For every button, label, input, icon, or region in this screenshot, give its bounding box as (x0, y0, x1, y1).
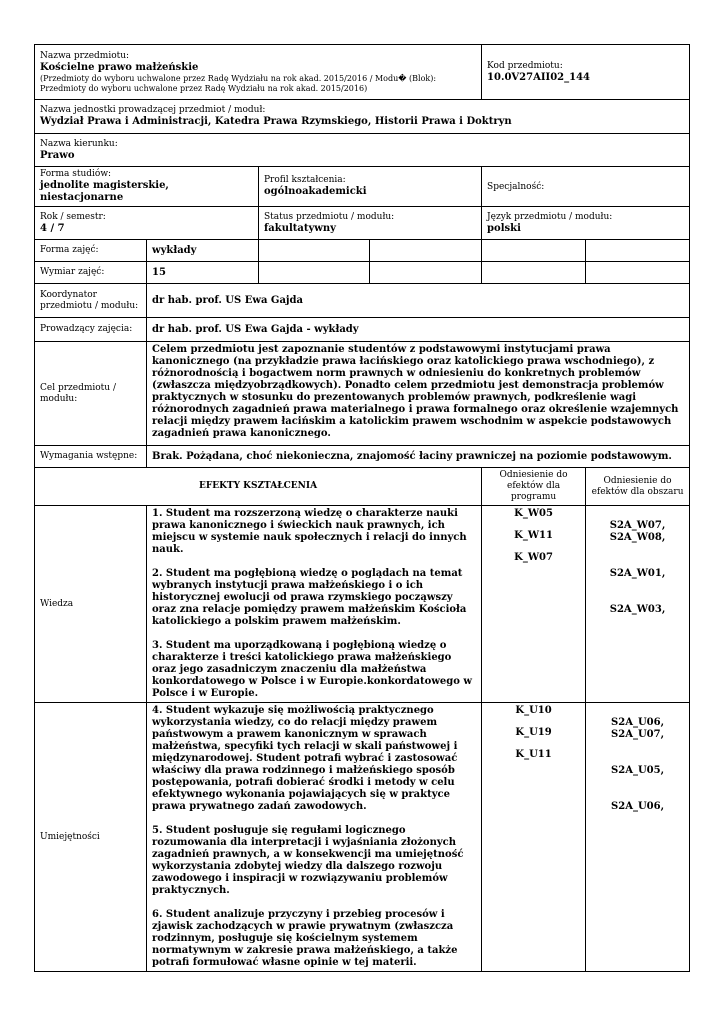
coordinator-row (35, 284, 690, 318)
area-ref: S2A_W01, (609, 568, 666, 579)
goal-label: Cel przedmiotu / modułu: (35, 342, 147, 446)
study-row (35, 167, 690, 207)
effects-title: EFEKTY KSZTAŁCENIA (35, 468, 482, 506)
skills-effects (147, 703, 482, 972)
effect-item: 1. Student ma rozszerzoną wiedzę o charakterze nauki prawa kanonicznego i świeckich nauk prawnych, ich miejscu w systemie nauk społecznych i relacji do innych nauk. (152, 508, 467, 555)
teacher-value: dr hab. prof. US Ewa Gajda - wykłady (147, 318, 690, 342)
course-code-label: Kod przedmiotu: (487, 60, 563, 71)
goal-row (35, 342, 690, 446)
knowledge-effects (147, 506, 482, 703)
area-ref: S2A_U05, (611, 765, 665, 776)
effect-item: 5. Student posługuje się regułami logicznego rozumowania dla interpretacji i wyjaśniania złożonych zagadnień prawnych, a w konsekwencji ma umiejętność wykorzystania zdobytej wiedzy dla dalszego rozwoju zawodowego i inspiracji w rozwiązywaniu problemów praktycznych. (152, 825, 464, 896)
teacher-row (35, 318, 690, 342)
knowledge-area-refs (586, 506, 690, 703)
language-value: polski (487, 222, 521, 234)
specialty-label: Specjalność: (487, 181, 545, 192)
program-ref-header: Odniesienie do efektów dla programu (482, 468, 586, 506)
course-code-cell (482, 45, 690, 100)
empty-cell (370, 262, 482, 284)
empty-cell (259, 262, 370, 284)
syllabus-table (34, 44, 690, 972)
specialty-cell (482, 167, 690, 207)
effect-item: 3. Student ma uporządkowaną i pogłębioną wiedzę o charakterze i treści katolickiego prawa małżeńskiego oraz jego zasadniczym znaczeniu dla małżeństwa konkordatowego w Polsce i w Europie.konkordatowego w Polsce i w Europie. (152, 640, 473, 699)
class-hours-value: 15 (147, 262, 259, 284)
area-ref-header: Odniesienie do efektów dla obszaru (586, 468, 690, 506)
course-name-label: Nazwa przedmiotu: (40, 50, 130, 61)
status-label: Status przedmiotu / modułu: (264, 211, 395, 222)
year-row (35, 207, 690, 240)
class-hours-row (35, 262, 690, 284)
class-form-label: Forma zajęć: (35, 240, 147, 262)
program-ref: K_U10 (515, 705, 552, 716)
class-form-row (35, 240, 690, 262)
knowledge-program-refs (482, 506, 586, 703)
unit-label: Nazwa jednostki prowadzącej przedmiot / moduł: (40, 105, 266, 115)
course-note: (Przedmioty do wyboru uchwalone przez Radę Wydziału na rok akad. 2015/2016 / Modu� (Blok): Przedmioty do wyboru uchwalone przez Radę Wydziału na rok akad. 2015/2016) (40, 73, 437, 93)
unit-row (35, 100, 690, 134)
profile-label: Profil kształcenia: (264, 175, 346, 185)
field-label: Nazwa kierunku: (40, 138, 118, 149)
course-code: 10.0V27AII02_144 (487, 71, 590, 83)
program-ref: K_W05 (514, 508, 553, 519)
profile-value: ogólnoakademicki (264, 186, 367, 197)
program-ref: K_U11 (515, 749, 552, 760)
study-form-label: Forma studiów: (40, 169, 112, 179)
knowledge-label: Wiedza (35, 506, 147, 703)
year-cell (35, 207, 259, 240)
unit-cell (35, 100, 690, 134)
study-form: jednolite magisterskie, niestacjonarne (40, 180, 169, 203)
year-value: 4 / 7 (40, 222, 65, 234)
class-hours-label: Wymiar zajęć: (35, 262, 147, 284)
field-value: Prawo (40, 149, 75, 161)
status-cell (259, 207, 482, 240)
skills-label: Umiejętności (35, 703, 147, 972)
area-ref: S2A_U06, (611, 801, 665, 812)
requirements-value: Brak. Pożądana, choć niekonieczna, znajomość łaciny prawniczej na poziomie podstawowym. (147, 446, 690, 468)
empty-cell (482, 240, 586, 262)
course-name-cell (35, 45, 482, 100)
skills-program-refs (482, 703, 586, 972)
year-label: Rok / semestr: (40, 211, 106, 222)
effect-item: 2. Student ma pogłębioną wiedzę o poglądach na temat wybranych instytucji prawa małżeńskiego i o ich historycznej ewolucji od prawa rzymskiego począwszy oraz zna relacje pomiędzy prawem małżeńskim Kościoła katolickiego a polskim prawem małżeńskim. (152, 568, 467, 627)
program-ref: K_W07 (514, 552, 553, 563)
class-form-value: wykłady (147, 240, 259, 262)
skills-row (35, 703, 690, 972)
area-ref: S2A_W07, S2A_W08, (609, 520, 666, 543)
effects-header-row (35, 468, 690, 506)
status-value: fakultatywny (264, 222, 336, 234)
program-ref: K_W11 (514, 530, 553, 541)
language-label: Język przedmiotu / modułu: (487, 211, 613, 222)
course-name: Kościelne prawo małżeńskie (40, 61, 199, 73)
effect-item: 6. Student analizuje przyczyny i przebieg procesów i zjawisk zachodzących w prawie prywatnym (zwłaszcza rodzinnym, posługuje się kościelnym systemem normatywnym w zakresie prawa małżeńskiego, a także potrafi formułować własne opinie w tej materii. (152, 909, 458, 968)
language-cell (482, 207, 690, 240)
coordinator-value: dr hab. prof. US Ewa Gajda (147, 284, 690, 318)
profile-cell (259, 167, 482, 207)
course-row (35, 45, 690, 100)
empty-cell (586, 240, 690, 262)
coordinator-label: Koordynator przedmiotu / modułu: (35, 284, 147, 318)
study-form-cell (35, 167, 259, 207)
unit-value: Wydział Prawa i Administracji, Katedra Prawa Rzymskiego, Historii Prawa i Doktryn (40, 116, 512, 127)
goal-value: Celem przedmiotu jest zapoznanie studentów z podstawowymi instytucjami prawa kanonicznego (na przykładzie prawa łacińskiego oraz katolickiego prawa wschodniego), z różnorodnością i bogactwem norm prawnych w odniesieniu do konkretnych problemów (zwłaszcza międzyobrządkowych). Ponadto celem przedmiotu jest demonstracja problemów praktycznych w stosunku do prezentowanych problemów prawnych, podkreślenie wagi różnorodnych zagadnień prawa materialnego i prawa formalnego oraz określenie wzajemnych relacji między prawem łacińskim a katolickim prawem wschodnim w aspekcie podstawowych zagadnień prawa kanonicznego. (147, 342, 690, 446)
area-ref: S2A_U06, S2A_U07, (611, 717, 665, 740)
requirements-row (35, 446, 690, 468)
empty-cell (586, 262, 690, 284)
empty-cell (482, 262, 586, 284)
knowledge-row (35, 506, 690, 703)
syllabus-document (34, 44, 689, 972)
skills-area-refs (586, 703, 690, 972)
teacher-label: Prowadzący zajęcia: (35, 318, 147, 342)
effect-item: 4. Student wykazuje się możliwością praktycznego wykorzystania wiedzy, co do relacji między prawem państwowym a prawem kanonicznym w sprawach małżeństwa, specyfiki tych relacji w skali państwowej i międzynarodowej. Student potrafi wybrać i zastosować właściwy dla prawa rodzinnego i małżeńskiego sposób postępowania, potrafi dobierać środki i metody w celu efektywnego wykonania pojawiających się w praktyce prawa prywatnego zadań zawodowych. (152, 705, 458, 812)
empty-cell (370, 240, 482, 262)
requirements-label: Wymagania wstępne: (35, 446, 147, 468)
field-cell (35, 134, 690, 167)
empty-cell (259, 240, 370, 262)
program-ref: K_U19 (515, 727, 552, 738)
area-ref: S2A_W03, (609, 604, 666, 615)
field-row (35, 134, 690, 167)
